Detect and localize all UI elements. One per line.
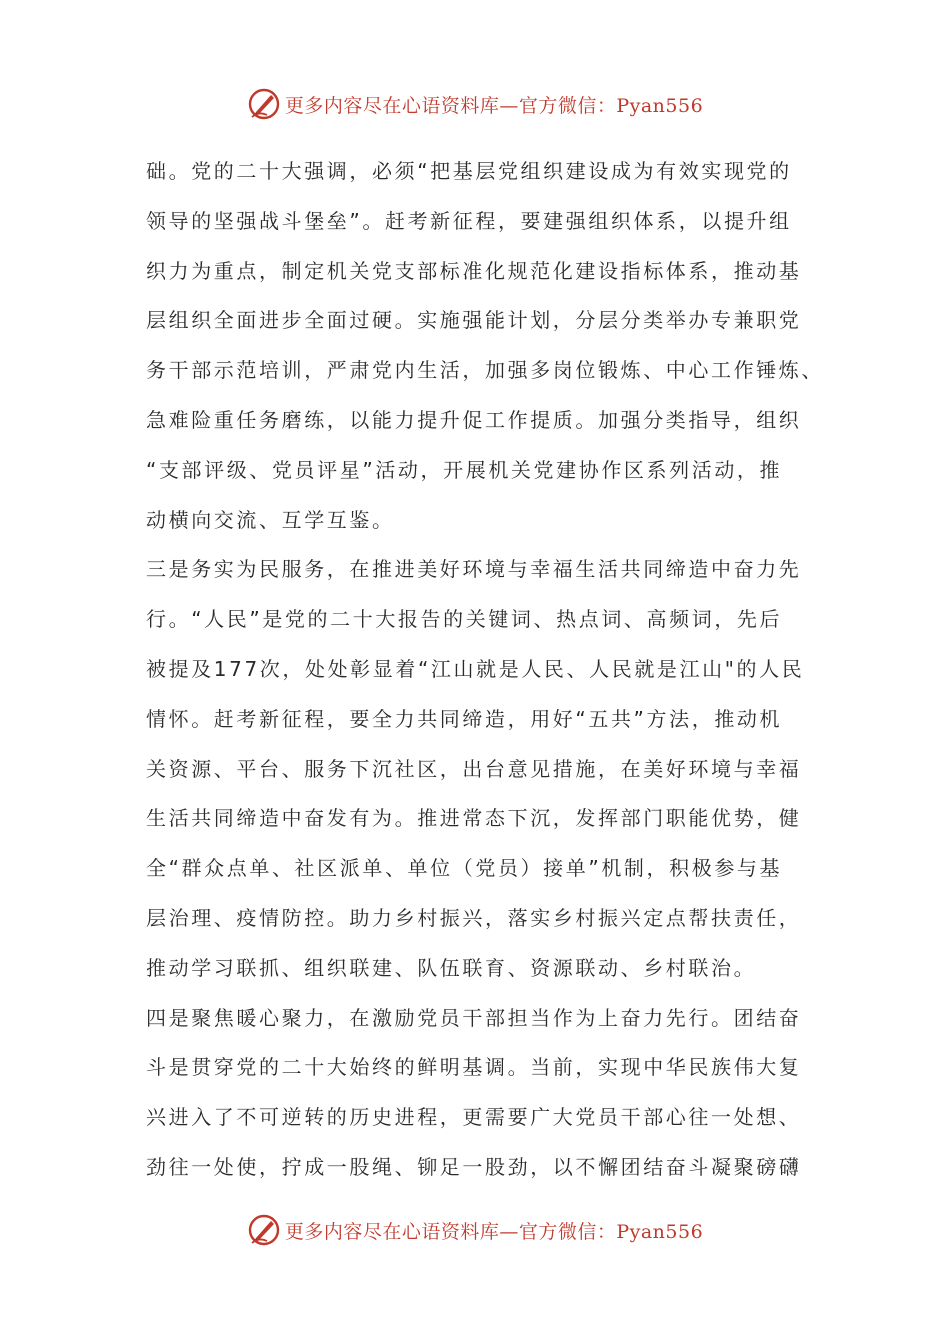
text-line: 务干部示范培训，严肃党内生活，加强多岗位锻炼、中心工作锤炼、 — [146, 358, 824, 383]
text-line: 领导的坚强战斗堡垒”。赶考新征程，要建强组织体系，以提升组 — [146, 208, 792, 233]
text-line: 织力为重点，制定机关党支部标准化规范化建设指标体系，推动基 — [146, 258, 802, 283]
text-line: 础。党的二十大强调，必须“把基层党组织建设成为有效实现党的 — [146, 159, 792, 183]
paragraph-3 — [146, 994, 818, 1193]
text-line: 三是务实为民服务，在推进美好环境与幸福生活共同缔造中奋力先 — [146, 557, 802, 582]
paragraph-2 — [146, 545, 818, 993]
footer-banner-text: 更多内容尽在心语资料库—官方微信：Pyan556 — [284, 1220, 704, 1243]
text-line: 关资源、平台、服务下沉社区，出台意见措施，在美好环境与幸福 — [146, 756, 802, 781]
text-line: 层组织全面进步全面过硬。实施强能计划，分层分类举办专兼职党 — [146, 308, 802, 333]
header-banner — [0, 84, 950, 124]
text-line: 全“群众点单、社区派单、单位（党员）接单”机制，积极参与基 — [146, 856, 783, 881]
text-line: 推动学习联抓、组织联建、队伍联育、资源联动、乡村联治。 — [146, 955, 757, 980]
text-line: 行。“人民”是党的二十大报告的关键词、热点词、高频词，先后 — [146, 607, 783, 632]
text-line: 动横向交流、互学互鉴。 — [146, 507, 395, 532]
footer-banner — [0, 1210, 950, 1250]
text-line: 劲往一处使，拧成一股绳、铆足一股劲，以不懈团结奋斗凝聚磅礴 — [146, 1154, 802, 1179]
pen-logo-icon — [247, 1213, 281, 1247]
text-line: 层治理、疫情防控。助力乡村振兴，落实乡村振兴定点帮扶责任， — [146, 905, 802, 930]
text-line: 四是聚焦暖心聚力，在激励党员干部担当作为上奋力先行。团结奋 — [146, 1005, 802, 1030]
document-body — [146, 147, 824, 1193]
pen-logo-icon — [247, 87, 281, 121]
header-banner-text: 更多内容尽在心语资料库—官方微信：Pyan556 — [284, 94, 704, 117]
text-line: 兴进入了不可逆转的历史进程，更需要广大党员干部心往一处想、 — [146, 1105, 802, 1130]
text-line: 情怀。赶考新征程，要全力共同缔造，用好“五共”方法，推动机 — [146, 706, 783, 731]
text-line: 生活共同缔造中奋发有为。推进常态下沉，发挥部门职能优势，健 — [146, 806, 802, 831]
text-line: 急难险重任务磨练，以能力提升促工作提质。加强分类指导，组织 — [146, 407, 802, 432]
text-line: 斗是贯穿党的二十大始终的鲜明基调。当前，实现中华民族伟大复 — [146, 1055, 802, 1080]
text-line: “支部评级、党员评星”活动，开展机关党建协作区系列活动，推 — [146, 457, 783, 482]
text-line: 被提及177次，处处彰显着“江山就是人民、人民就是江山"的人民 — [146, 656, 805, 681]
paragraph-1 — [146, 147, 824, 545]
